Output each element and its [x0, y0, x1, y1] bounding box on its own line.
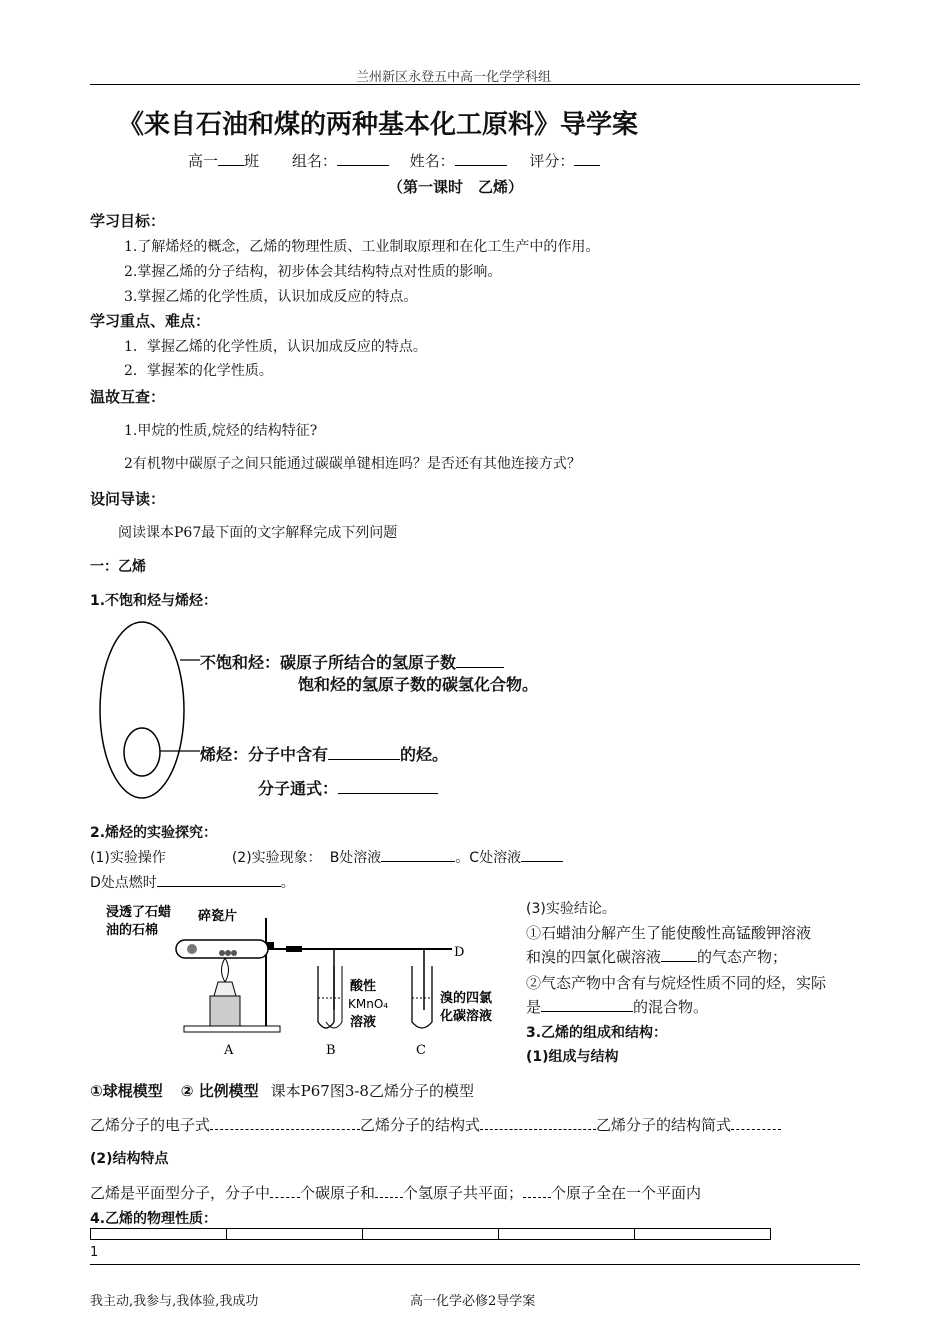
structure-sub: (1)组成与结构 [526, 1049, 619, 1065]
conclusion-2a: ②气态产物中含有与烷烃性质不同的烃，实际 [526, 974, 827, 992]
label-br2: 化碳溶液 [440, 1009, 493, 1024]
review-item: 2有机物中碳原子之间只能通过碳碳单键相连吗？是否还有其他连接方式？ [124, 456, 581, 472]
score-label: 评分： [529, 152, 575, 170]
unsaturated-definition [200, 650, 504, 673]
condensed-formula-label: 乙烯分子的结构简式 [596, 1116, 732, 1134]
grade-label: 高一 [188, 152, 219, 170]
header-rule [90, 84, 860, 85]
physical-heading: 4.乙烯的物理性质： [90, 1211, 218, 1227]
page-header: 兰州新区永登五中高一化学学科组 [356, 70, 552, 85]
carbon-count-blank[interactable] [270, 1183, 300, 1198]
keypoint-item: 2．掌握苯的化学性质。 [124, 363, 273, 379]
label-oil2: 油的石棉 [106, 923, 159, 938]
name-label: 姓名： [409, 152, 455, 170]
structural-formula-blank[interactable] [480, 1115, 596, 1130]
footer-right: 高一化学必修2导学案 [410, 1294, 536, 1309]
phenomenon-label: (2)实验现象： [231, 850, 322, 866]
section-heading: 一：乙烯 [90, 559, 146, 575]
score-blank[interactable] [574, 151, 600, 166]
label-B: B [326, 1043, 336, 1058]
conclusion-1a: ①石蜡油分解产生了能使酸性高锰酸钾溶液 [526, 924, 812, 942]
condensed-formula-blank[interactable] [731, 1115, 781, 1130]
name-blank[interactable] [455, 151, 507, 166]
table-cell[interactable] [363, 1229, 499, 1240]
alkene-definition [200, 742, 448, 765]
label-A: A [224, 1043, 234, 1058]
conclusion-2c-text: 的混合物。 [633, 998, 709, 1016]
b-solution-blank[interactable] [381, 847, 455, 862]
electron-formula-blank[interactable] [210, 1115, 360, 1130]
atom-count-blank[interactable] [523, 1183, 551, 1198]
structure-heading: 3.乙烯的组成和结构： [526, 1025, 668, 1041]
keypoint-item: 1．掌握乙烯的化学性质，认识加成反应的特点。 [124, 339, 427, 355]
table-cell[interactable] [91, 1229, 227, 1240]
d-ignition-row [90, 872, 295, 892]
general-formula-blank[interactable] [338, 779, 438, 794]
class-label: 班 [244, 152, 260, 170]
apparatus-diagram [106, 898, 516, 1060]
group-label: 组名： [291, 152, 337, 170]
b-solution-label: B处溶液 [329, 850, 382, 866]
label-br1: 溴的四氯 [440, 991, 493, 1006]
table-cell[interactable] [499, 1229, 635, 1240]
unsaturated-definition-cont: 饱和烃的氢原子数的碳氢化合物。 [298, 675, 539, 694]
guide-intro: 阅读课本P67最下面的文字解释完成下列问题 [118, 525, 398, 541]
ball-stick-label: ①球棍模型 [90, 1082, 163, 1100]
label-oil: 浸透了石蜡 [106, 905, 172, 920]
conclusion-2b [526, 996, 708, 1017]
conclusion-1b [526, 946, 787, 967]
models-reference: 课本P67图3-8乙烯分子的模型 [270, 1082, 474, 1100]
label-sol: 溶液 [350, 1015, 377, 1030]
label-kmno4: KMnO₄ [348, 997, 389, 1011]
conclusion-1b-text: 和溴的四氯化碳溶液 [526, 948, 662, 966]
experiment-heading: 2.烯烃的实验探究： [90, 825, 218, 841]
general-formula-label: 分子通式： [258, 779, 339, 798]
operation-label: (1)实验操作 [90, 850, 166, 866]
conclusion-2-blank[interactable] [541, 997, 633, 1012]
alkene-blank[interactable] [328, 745, 400, 760]
electron-formula-label: 乙烯分子的电子式 [90, 1116, 211, 1134]
label-D: D [454, 945, 465, 960]
keypoints-heading: 学习重点、难点： [90, 312, 211, 330]
goals-heading: 学习目标： [90, 212, 166, 230]
class-blank[interactable] [218, 151, 244, 166]
alkene-text-end: 的烃。 [400, 745, 449, 764]
conclusion-1c-text: 的气态产物； [697, 948, 788, 966]
label-C: C [416, 1043, 426, 1058]
label-chip: 碎瓷片 [198, 909, 238, 924]
conclusion-2b-text: 是 [526, 998, 542, 1016]
alkene-text: 烯烃：分子中含有 [200, 745, 329, 764]
c-solution-blank[interactable] [521, 847, 563, 862]
group-blank[interactable] [337, 151, 389, 166]
formula-row [90, 1114, 781, 1135]
planar-text-d: 个原子全在一个平面内 [551, 1184, 702, 1202]
unsaturated-text: 不饱和烃：碳原子所结合的氢原子数 [200, 653, 457, 672]
table-cell[interactable] [227, 1229, 363, 1240]
footer-rule [90, 1264, 860, 1265]
physical-properties-table [90, 1228, 771, 1240]
d-ignition-label: D处点燃时 [90, 875, 157, 891]
subsection-heading: 1.不饱和烃与烯烃： [90, 593, 218, 609]
structure-feature-heading: (2)结构特点 [90, 1151, 169, 1167]
goal-item: 1.了解烯烃的概念，乙烯的物理性质、工业制取原理和在化工生产中的作用。 [124, 239, 600, 255]
page-title: 《来自石油和煤的两种基本化工原料》导学案 [118, 110, 639, 140]
general-formula [258, 776, 438, 799]
hydrocarbon-venn-diagram [96, 620, 216, 810]
table-cell[interactable] [635, 1229, 771, 1240]
planar-text-c: 个氢原子共平面； [403, 1184, 524, 1202]
page-number: 1 [90, 1245, 99, 1260]
d-ignition-blank[interactable] [157, 872, 281, 887]
c-solution-label: C处溶液 [469, 850, 522, 866]
planar-text-a: 乙烯是平面型分子，分子中 [90, 1184, 271, 1202]
footer-left: 我主动,我参与,我体验,我成功 [90, 1294, 259, 1309]
models-row [90, 1080, 474, 1101]
unsaturated-blank[interactable] [456, 653, 504, 668]
review-heading: 温故互查： [90, 388, 166, 406]
space-filling-label: ② 比例模型 [180, 1082, 259, 1100]
d-ignition-end: 。 [280, 875, 295, 891]
planar-row [90, 1182, 701, 1203]
conclusion-1-blank[interactable] [661, 947, 697, 962]
structural-formula-label: 乙烯分子的结构式 [360, 1116, 481, 1134]
hydrogen-count-blank[interactable] [375, 1183, 403, 1198]
review-item: 1.甲烷的性质,烷烃的结构特征? [124, 423, 318, 439]
label-acid: 酸性 [350, 979, 377, 994]
student-info-row [188, 150, 600, 171]
guide-heading: 设问导读： [90, 490, 166, 508]
goal-item: 3.掌握乙烯的化学性质，认识加成反应的特点。 [124, 289, 418, 305]
planar-text-b: 个碳原子和 [300, 1184, 376, 1202]
lesson-subtitle: （第一课时 乙烯） [388, 178, 524, 196]
experiment-row: (1)实验操作 (2)实验现象： B处溶液 。C处溶液 [90, 847, 563, 867]
conclusion-heading: (3)实验结论。 [526, 901, 616, 917]
goal-item: 2.掌握乙烯的分子结构，初步体会其结构特点对性质的影响。 [124, 264, 502, 280]
